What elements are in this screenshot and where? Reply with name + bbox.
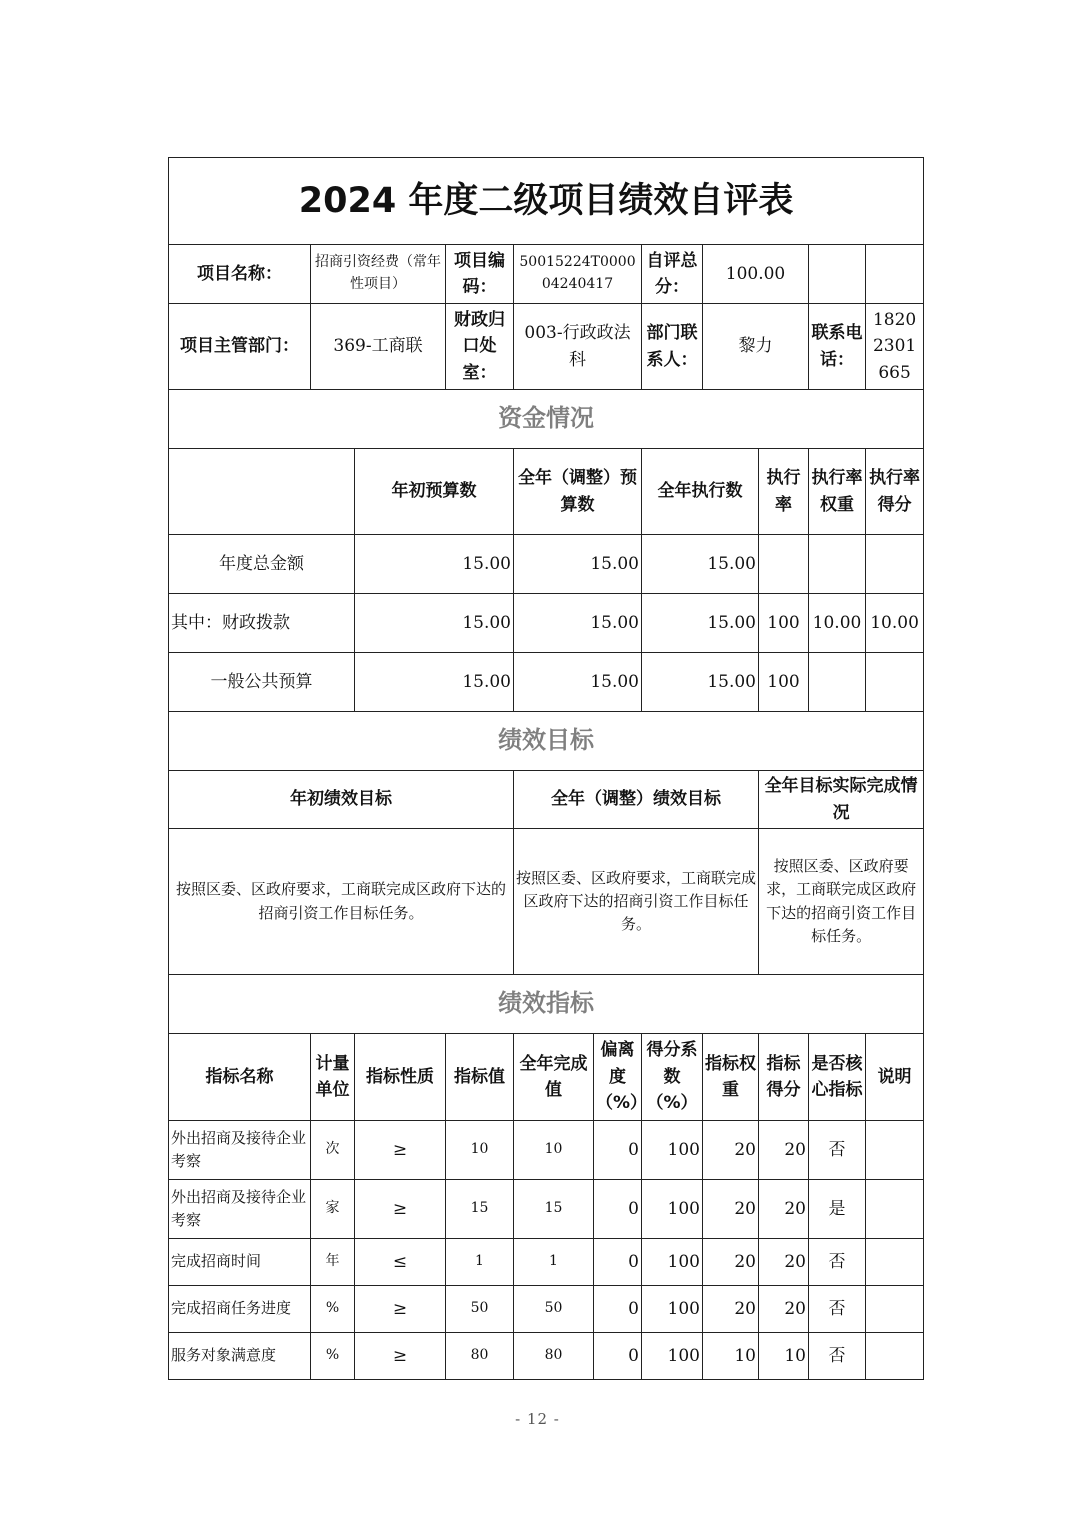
- finance-office-label: 财政归口处室：: [446, 304, 514, 390]
- ind-weight: 20: [703, 1239, 759, 1286]
- ind-weight: 20: [703, 1121, 759, 1180]
- page-title: 2024 年度二级项目绩效自评表: [169, 158, 924, 245]
- ind-score: 20: [759, 1239, 809, 1286]
- phone-label: 联系电话：: [809, 304, 866, 390]
- funds-initial: 15.00: [355, 594, 514, 653]
- ind-weight: 20: [703, 1180, 759, 1239]
- ind-header-note: 说明: [866, 1034, 924, 1121]
- funds-header-blank: [169, 449, 355, 535]
- ind-header-deviation: 偏离度（%）: [594, 1034, 642, 1121]
- funds-header-rate: 执行率: [759, 449, 809, 535]
- funds-weight: [809, 653, 866, 712]
- table-row: [169, 535, 924, 594]
- funds-section-title: 资金情况: [169, 390, 924, 449]
- ind-unit: 年: [311, 1239, 355, 1286]
- ind-nature: ≥: [355, 1180, 446, 1239]
- ind-value: 80: [446, 1333, 514, 1380]
- project-code-label: 项目编码：: [446, 245, 514, 304]
- ind-done: 15: [514, 1180, 594, 1239]
- ind-coefficient: 100: [642, 1333, 703, 1380]
- funds-row-label: 一般公共预算: [169, 653, 355, 712]
- empty-cell: [809, 245, 866, 304]
- ind-done: 80: [514, 1333, 594, 1380]
- ind-core: 否: [809, 1239, 866, 1286]
- ind-coefficient: 100: [642, 1121, 703, 1180]
- ind-coefficient: 100: [642, 1180, 703, 1239]
- empty-cell: [866, 245, 924, 304]
- ind-header-coefficient: 得分系数（%）: [642, 1034, 703, 1121]
- self-evaluation-table: [168, 157, 924, 1380]
- self-score-label: 自评总分：: [642, 245, 703, 304]
- ind-value: 10: [446, 1121, 514, 1180]
- ind-note: [866, 1286, 924, 1333]
- table-row: [169, 594, 924, 653]
- funds-adjusted: 15.00: [514, 594, 642, 653]
- ind-deviation: 0: [594, 1180, 642, 1239]
- ind-name: 完成招商时间: [169, 1239, 311, 1286]
- funds-executed: 15.00: [642, 594, 759, 653]
- table-row: [169, 1286, 924, 1333]
- table-row: [169, 1239, 924, 1286]
- funds-rate: 100: [759, 594, 809, 653]
- goals-initial-text: 按照区委、区政府要求，工商联完成区政府下达的招商引资工作目标任务。: [169, 829, 514, 975]
- contact-label: 部门联系人：: [642, 304, 703, 390]
- ind-note: [866, 1239, 924, 1286]
- funds-initial: 15.00: [355, 653, 514, 712]
- ind-header-done: 全年完成值: [514, 1034, 594, 1121]
- ind-unit: 家: [311, 1180, 355, 1239]
- goals-section-title: 绩效目标: [169, 712, 924, 771]
- ind-score: 20: [759, 1121, 809, 1180]
- ind-header-score: 指标得分: [759, 1034, 809, 1121]
- ind-deviation: 0: [594, 1121, 642, 1180]
- ind-value: 1: [446, 1239, 514, 1286]
- funds-weight: [809, 535, 866, 594]
- ind-header-core: 是否核心指标: [809, 1034, 866, 1121]
- ind-deviation: 0: [594, 1239, 642, 1286]
- ind-header-nature: 指标性质: [355, 1034, 446, 1121]
- ind-value: 50: [446, 1286, 514, 1333]
- goals-header-actual: 全年目标实际完成情况: [759, 771, 924, 829]
- funds-adjusted: 15.00: [514, 535, 642, 594]
- funds-header-initial: 年初预算数: [355, 449, 514, 535]
- ind-unit: 次: [311, 1121, 355, 1180]
- goals-header-adjusted: 全年（调整）绩效目标: [514, 771, 759, 829]
- project-name-label: 项目名称：: [169, 245, 311, 304]
- ind-header-value: 指标值: [446, 1034, 514, 1121]
- funds-initial: 15.00: [355, 535, 514, 594]
- funds-row-label: 其中：财政拨款: [169, 594, 355, 653]
- finance-office-value: 003-行政政法科: [514, 304, 642, 390]
- ind-nature: ≥: [355, 1286, 446, 1333]
- goals-header-initial: 年初绩效目标: [169, 771, 514, 829]
- ind-name: 服务对象满意度: [169, 1333, 311, 1380]
- ind-core: 否: [809, 1333, 866, 1380]
- table-row: [169, 1333, 924, 1380]
- funds-rate: [759, 535, 809, 594]
- ind-value: 15: [446, 1180, 514, 1239]
- ind-header-unit: 计量单位: [311, 1034, 355, 1121]
- indicators-section-title: 绩效指标: [169, 975, 924, 1034]
- table-row: [169, 1180, 924, 1239]
- funds-row-label: 年度总金额: [169, 535, 355, 594]
- ind-name: 完成招商任务进度: [169, 1286, 311, 1333]
- ind-done: 10: [514, 1121, 594, 1180]
- ind-note: [866, 1333, 924, 1380]
- funds-header-adjusted: 全年（调整）预算数: [514, 449, 642, 535]
- ind-coefficient: 100: [642, 1239, 703, 1286]
- goals-adjusted-text: 按照区委、区政府要求，工商联完成区政府下达的招商引资工作目标任务。: [514, 829, 759, 975]
- ind-nature: ≤: [355, 1239, 446, 1286]
- ind-done: 1: [514, 1239, 594, 1286]
- department-label: 项目主管部门：: [169, 304, 311, 390]
- funds-score: [866, 653, 924, 712]
- funds-weight: 10.00: [809, 594, 866, 653]
- ind-note: [866, 1180, 924, 1239]
- phone-value: 18202301665: [866, 304, 924, 390]
- funds-header-weight: 执行率权重: [809, 449, 866, 535]
- project-name-value: 招商引资经费（常年性项目）: [311, 245, 446, 304]
- ind-name: 外出招商及接待企业考察: [169, 1180, 311, 1239]
- department-value: 369-工商联: [311, 304, 446, 390]
- ind-core: 否: [809, 1286, 866, 1333]
- ind-unit: %: [311, 1333, 355, 1380]
- contact-value: 黎力: [703, 304, 809, 390]
- funds-rate: 100: [759, 653, 809, 712]
- ind-core: 否: [809, 1121, 866, 1180]
- ind-nature: ≥: [355, 1121, 446, 1180]
- ind-done: 50: [514, 1286, 594, 1333]
- project-code-value: 50015224T000004240417: [514, 245, 642, 304]
- ind-weight: 20: [703, 1286, 759, 1333]
- page-number: - 12 -: [515, 1410, 560, 1428]
- ind-score: 20: [759, 1286, 809, 1333]
- ind-note: [866, 1121, 924, 1180]
- funds-executed: 15.00: [642, 535, 759, 594]
- ind-score: 20: [759, 1180, 809, 1239]
- funds-executed: 15.00: [642, 653, 759, 712]
- self-score-value: 100.00: [703, 245, 809, 304]
- ind-deviation: 0: [594, 1286, 642, 1333]
- ind-core: 是: [809, 1180, 866, 1239]
- ind-header-name: 指标名称: [169, 1034, 311, 1121]
- funds-header-executed: 全年执行数: [642, 449, 759, 535]
- table-row: [169, 653, 924, 712]
- funds-score: [866, 535, 924, 594]
- funds-header-score: 执行率得分: [866, 449, 924, 535]
- funds-adjusted: 15.00: [514, 653, 642, 712]
- ind-deviation: 0: [594, 1333, 642, 1380]
- ind-name: 外出招商及接待企业考察: [169, 1121, 311, 1180]
- ind-unit: %: [311, 1286, 355, 1333]
- ind-score: 10: [759, 1333, 809, 1380]
- goals-actual-text: 按照区委、区政府要求，工商联完成区政府下达的招商引资工作目标任务。: [759, 829, 924, 975]
- ind-weight: 10: [703, 1333, 759, 1380]
- ind-nature: ≥: [355, 1333, 446, 1380]
- funds-score: 10.00: [866, 594, 924, 653]
- table-row: [169, 1121, 924, 1180]
- ind-header-weight: 指标权重: [703, 1034, 759, 1121]
- ind-coefficient: 100: [642, 1286, 703, 1333]
